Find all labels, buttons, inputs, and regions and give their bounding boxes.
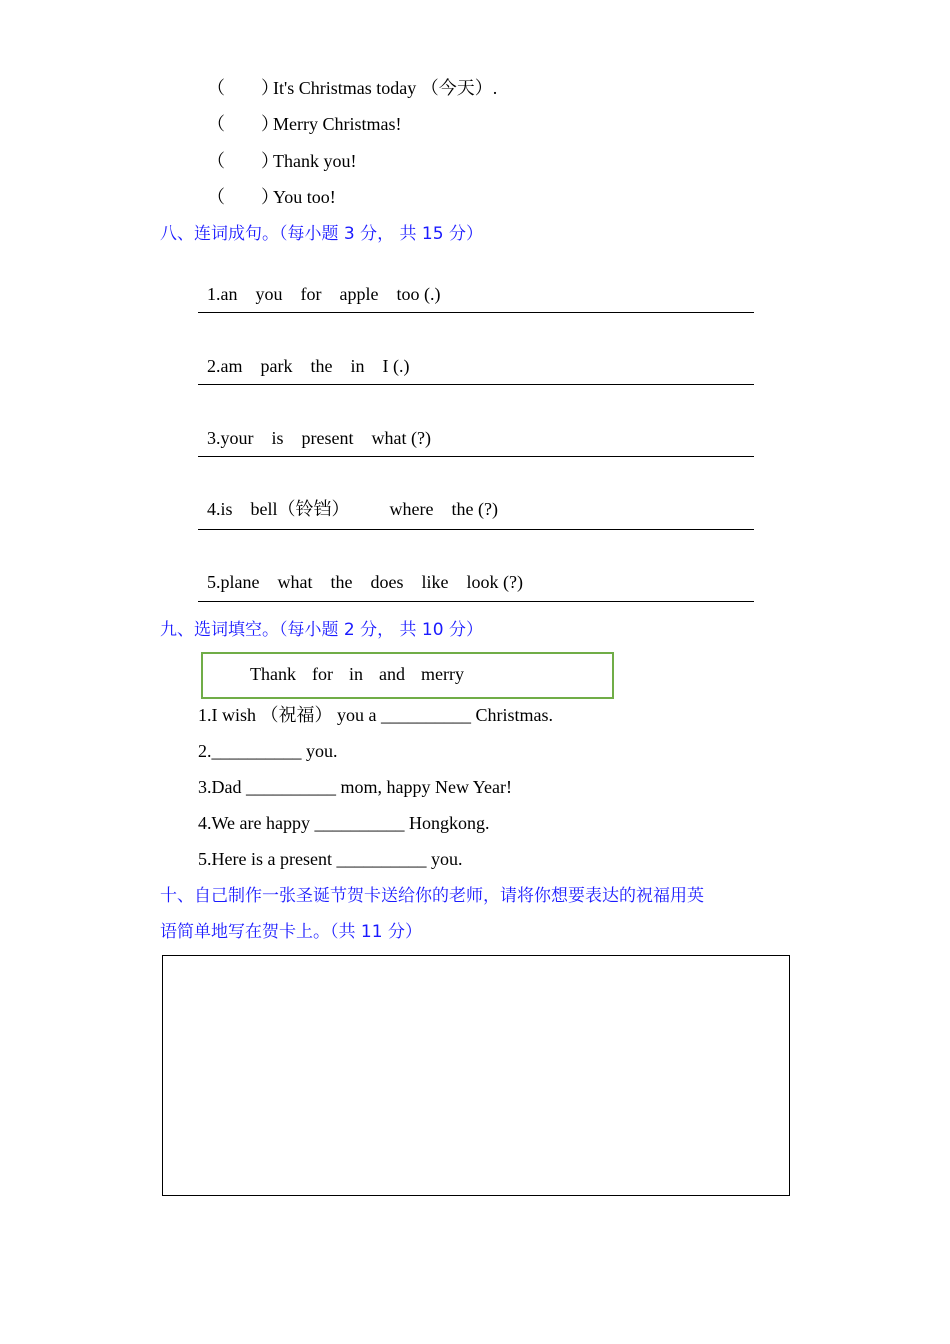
word: apple xyxy=(339,284,379,304)
item-number: 1. xyxy=(207,284,221,304)
fill-blank-item[interactable]: 1.I wish （祝福） you a __________ Christmas. xyxy=(198,705,553,725)
word: what (?) xyxy=(371,428,431,448)
word: an xyxy=(220,284,238,304)
section-9-title: 九、选词填空。（每小题 2 分， 共 10 分） xyxy=(160,620,483,640)
word: the xyxy=(310,356,333,376)
reorder-item-1 xyxy=(198,258,458,306)
answer-line[interactable] xyxy=(198,312,754,313)
word: the (?) xyxy=(451,499,498,519)
item-number: 4. xyxy=(207,499,221,519)
answer-line[interactable] xyxy=(198,456,754,457)
word: what xyxy=(277,572,313,592)
reorder-item-3 xyxy=(198,402,449,450)
match-sentence: Thank you! xyxy=(273,151,357,171)
bank-word: merry xyxy=(421,664,464,684)
answer-paren[interactable]: （ ） xyxy=(207,151,279,171)
bank-word: and xyxy=(379,664,405,684)
item-number: 2. xyxy=(207,356,221,376)
fill-blank-item[interactable]: 2.__________ you. xyxy=(198,741,338,761)
word: like xyxy=(421,572,449,592)
match-sentence: It's Christmas today （今天）. xyxy=(273,78,498,98)
greeting-card-box[interactable] xyxy=(162,955,790,1196)
bank-word: for xyxy=(311,664,333,684)
answer-line[interactable] xyxy=(198,529,754,530)
fill-blank-item[interactable]: 3.Dad __________ mom, happy New Year! xyxy=(198,777,512,797)
answer-paren[interactable]: （ ） xyxy=(207,114,279,134)
word: is xyxy=(220,499,233,519)
match-row xyxy=(207,185,336,209)
word: where xyxy=(389,499,434,519)
match-row xyxy=(207,149,356,173)
word: bell（铃铛） xyxy=(250,499,350,519)
answer-line[interactable] xyxy=(198,384,754,385)
word: the xyxy=(330,572,353,592)
word: look (?) xyxy=(466,572,523,592)
bank-word: Thank xyxy=(250,664,296,684)
word-bank xyxy=(250,662,480,686)
word: am xyxy=(220,356,243,376)
reorder-item-5 xyxy=(198,546,541,594)
match-row xyxy=(207,76,497,100)
word-bank-box xyxy=(201,652,614,699)
word: for xyxy=(300,284,322,304)
word: you xyxy=(255,284,283,304)
word: I (.) xyxy=(382,356,410,376)
match-row xyxy=(207,112,401,136)
item-number: 3. xyxy=(207,428,221,448)
word: present xyxy=(301,428,354,448)
answer-line[interactable] xyxy=(198,601,754,602)
match-sentence: Merry Christmas! xyxy=(273,114,402,134)
match-sentence: You too! xyxy=(273,187,336,207)
word: is xyxy=(271,428,284,448)
fill-blank-item[interactable]: 4.We are happy __________ Hongkong. xyxy=(198,813,490,833)
reorder-item-2 xyxy=(198,330,427,378)
word: plane xyxy=(220,572,260,592)
answer-paren[interactable]: （ ） xyxy=(207,187,279,207)
answer-paren[interactable]: （ ） xyxy=(207,78,279,98)
word: park xyxy=(260,356,293,376)
word: your xyxy=(220,428,254,448)
word: does xyxy=(370,572,404,592)
bank-word: in xyxy=(348,664,363,684)
reorder-item-4 xyxy=(198,473,516,521)
fill-blank-item[interactable]: 5.Here is a present __________ you. xyxy=(198,849,463,869)
word: in xyxy=(350,356,365,376)
section-10-title-line2: 语简单地写在贺卡上。（共 11 分） xyxy=(160,922,422,942)
section-10-title-line1: 十、自己制作一张圣诞节贺卡送给你的老师，请将你想要表达的祝福用英 xyxy=(160,886,704,906)
item-number: 5. xyxy=(207,572,221,592)
section-8-title: 八、连词成句。（每小题 3 分， 共 15 分） xyxy=(160,224,483,244)
word: too (.) xyxy=(396,284,441,304)
